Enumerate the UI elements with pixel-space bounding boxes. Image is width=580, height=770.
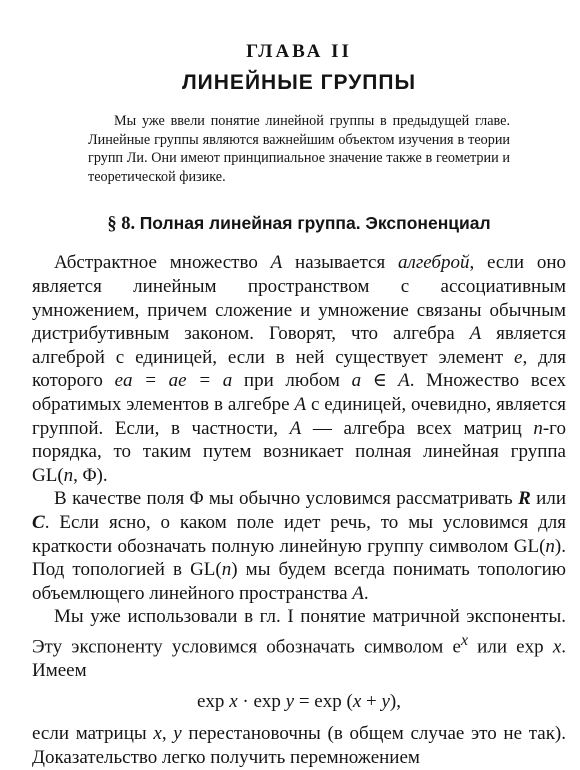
text-run: +: [361, 691, 382, 713]
section-heading: [32, 210, 566, 237]
math-symbol: A: [294, 393, 307, 415]
math-symbol: e: [514, 346, 523, 368]
math-symbol: A: [289, 417, 302, 439]
text-run: — алгебра всех матриц: [301, 417, 534, 439]
text-run: ) мы будем всегда понимать топологию объемлющего линейного пространства: [32, 559, 566, 604]
math-symbol: n: [545, 535, 555, 557]
text-run: является алгеброй с единицей, если в ней существует элемент: [32, 323, 567, 368]
math-symbol: y: [285, 691, 295, 713]
text-run: Мы уже использовали в гл. I понятие матричной экспоненты. Эту экспоненту условимся обозначать символом e: [32, 606, 566, 658]
text-run: при любом: [232, 370, 352, 392]
text-run: . Множество всех обратимых элементов в алгебре: [32, 370, 567, 415]
math-expression: a ∈ A: [351, 370, 410, 392]
paragraph-commuting-matrices: [32, 722, 566, 769]
math-symbol: x: [352, 691, 362, 713]
text-run: или: [530, 488, 566, 510]
math-symbol: A: [469, 323, 482, 345]
text-run: . Имеем: [32, 636, 566, 681]
math-symbol: A: [352, 582, 364, 604]
text-run: . Если ясно, о каком поле идет речь, то мы условимся для краткости обозначать полную линейную группу символом GL(: [32, 511, 566, 557]
text-run: exp: [197, 691, 230, 713]
text-run: называется: [282, 252, 399, 274]
term-emphasis: алгеброй: [398, 252, 470, 274]
paragraph-algebra-definition: [32, 251, 566, 487]
text-run: В качестве поля Φ мы обычно условимся рассматривать: [54, 488, 519, 510]
field-symbol: C: [32, 511, 45, 533]
math-symbol: n: [63, 464, 74, 486]
text-run: , Φ).: [73, 464, 108, 486]
text-run: или exp: [467, 636, 553, 658]
text-run: , для которого: [32, 346, 567, 392]
math-symbol: n: [221, 559, 232, 581]
text-run: Абстрактное множество: [54, 252, 271, 274]
text-run: ). Под топологией в GL(: [32, 535, 566, 581]
text-run: · exp: [237, 691, 286, 713]
paragraph-matrix-exponent: [32, 605, 566, 682]
math-symbol: A: [270, 252, 283, 274]
text-run: ,: [161, 723, 174, 745]
text-run: .: [363, 582, 369, 604]
field-symbol: R: [518, 488, 531, 510]
section-title: Полная линейная группа. Экспоненциал: [139, 213, 491, 234]
text-run: -го порядка, то таким путем возникает полная линейная группа GL(: [32, 417, 566, 486]
math-symbol: x: [552, 636, 562, 658]
text-run: , если оно является линейным пространством с ассоциативным умножением, причем сложение и умножение связаны обычным дистрибутивным законом. Говорят, что алгебра: [32, 252, 566, 345]
chapter-abstract: Мы уже ввели понятие линейной группы в предыдущей главе. Линейные группы являются важнейшим объектом изучения в теории групп Ли. Они имеют принципиальное значение также в геометрии и теоретической физике.: [88, 113, 510, 185]
math-symbol: x: [153, 723, 162, 745]
section-number: § 8.: [107, 214, 136, 235]
display-formula: [32, 690, 566, 714]
math-symbol: x: [229, 691, 238, 713]
text-run: перестановочны (в общем случае это не так). Доказательство легко получить перемножением: [32, 723, 567, 768]
math-expression: ea = ae = a: [114, 370, 233, 392]
math-symbol: n: [533, 417, 543, 439]
math-symbol: y: [381, 691, 390, 713]
chapter-title: ЛИНЕЙНЫЕ ГРУППЫ: [181, 71, 417, 94]
text-run: ),: [389, 691, 401, 713]
chapter-label: ГЛАВА II: [246, 41, 352, 62]
math-symbol: y: [173, 723, 182, 745]
paragraph-field-choice: [32, 487, 566, 605]
text-run: = exp (: [294, 691, 353, 713]
text-run: если матрицы: [32, 723, 154, 745]
math-symbol: x: [460, 631, 468, 649]
text-run: с единицей, очевидно, является группой. Если, в частности,: [32, 393, 566, 439]
